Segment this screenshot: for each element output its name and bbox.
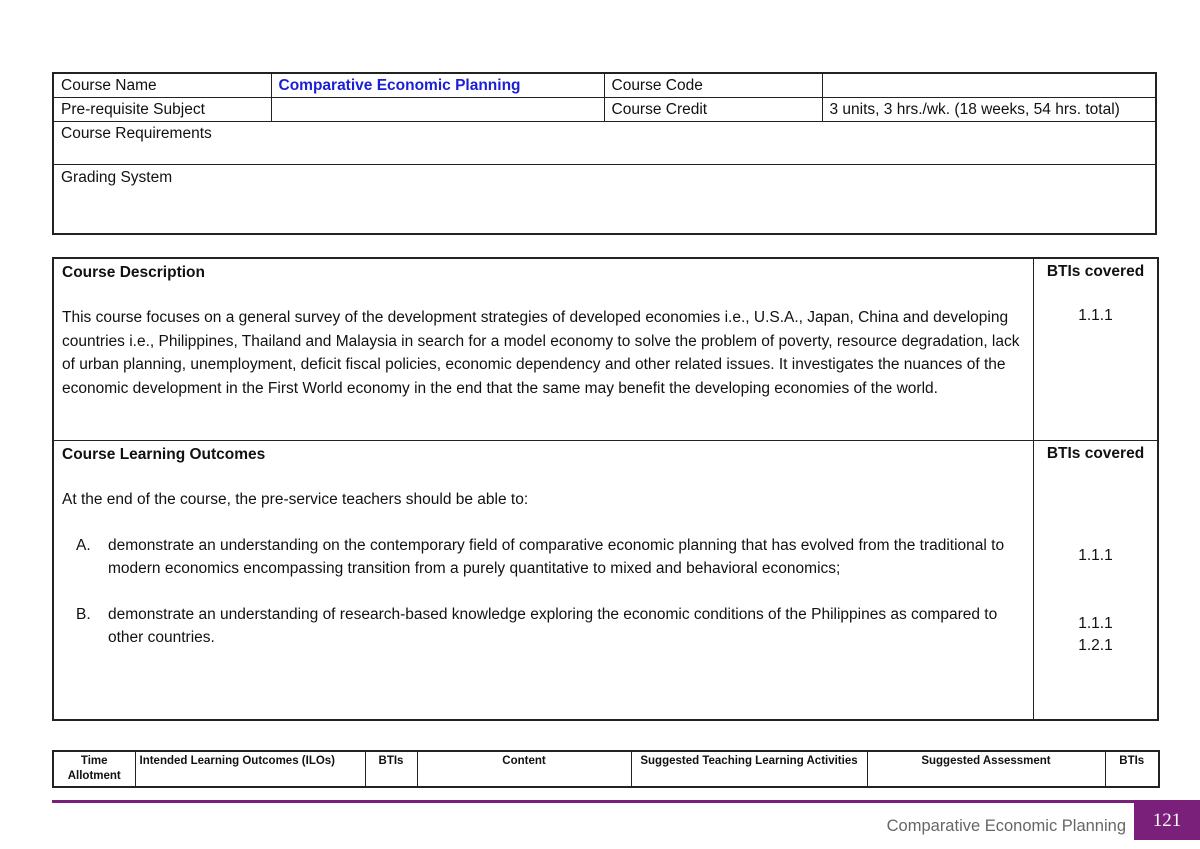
description-bti-value: 1.1.1 [1078, 307, 1113, 325]
outcome-text: demonstrate an understanding on the contemporary field of comparative economic planning that has evolved from the traditional to modern economics encompassing transition from a purely quantitative to mixed and behavioral economics; [108, 536, 1005, 578]
col-time-allotment: Time Allotment [53, 751, 135, 787]
col-teaching-activities: Suggested Teaching Learning Activities [631, 751, 867, 787]
prereq-label: Pre-requisite Subject [53, 98, 271, 122]
learning-outcomes-heading: Course Learning Outcomes [62, 446, 266, 463]
course-description-cell [53, 258, 1034, 441]
course-requirements-label: Course Requirements [53, 122, 1156, 165]
course-name-value: Comparative Economic Planning [271, 73, 604, 98]
course-code-label: Course Code [604, 73, 822, 98]
course-description-text: This course focuses on a general survey of the development strategies of developed economies i.e., U.S.A., Japan, China and developing countries i.e., Philippines, Thailand and Malaysia in search for a model economy to solve the problem of poverty, resource degradation, lack of urban planning, unemployment, deficit fiscal policies, economic dependency and other related issues. It investigates the nuances of the economic development in the First World economy in the end that the same may benefit the developing economies of the world. [62, 309, 1020, 397]
outcome-marker: A. [76, 536, 91, 554]
outcome-text: demonstrate an understanding of research-based knowledge exploring the economic conditions of the Philippines as compared to other countries. [108, 605, 998, 647]
footer-divider [52, 800, 1134, 803]
outcome-a-bti: 1.1.1 [1078, 547, 1113, 565]
col-content: Content [417, 751, 631, 787]
btis-covered-heading: BTIs covered [1046, 263, 1145, 280]
col-btis: BTIs [365, 751, 417, 787]
course-name-label: Course Name [53, 73, 271, 98]
schedule-header-table [52, 750, 1160, 788]
outcome-b-bti-1: 1.1.1 [1078, 614, 1113, 632]
col-assessment: Suggested Assessment [867, 751, 1105, 787]
prereq-value [271, 98, 604, 122]
outcomes-btis-cell [1034, 441, 1159, 721]
course-code-value [822, 73, 1156, 98]
page-number: 121 [1134, 800, 1200, 840]
grading-system-label: Grading System [53, 165, 1156, 235]
btis-covered-heading: BTIs covered [1046, 445, 1145, 462]
footer-title: Comparative Economic Planning [886, 817, 1126, 835]
description-btis-cell [1034, 258, 1159, 441]
outcome-b-bti-2: 1.2.1 [1078, 637, 1113, 655]
col-btis-2: BTIs [1105, 751, 1159, 787]
course-description-table [52, 257, 1159, 721]
outcome-item-b [62, 603, 1025, 650]
outcome-marker: B. [76, 605, 91, 623]
course-info-table [52, 72, 1157, 235]
course-description-heading: Course Description [62, 264, 205, 281]
col-ilos: Intended Learning Outcomes (ILOs) [135, 751, 365, 787]
course-credit-value: 3 units, 3 hrs./wk. (18 weeks, 54 hrs. total) [822, 98, 1156, 122]
learning-outcomes-intro: At the end of the course, the pre-service teachers should be able to: [62, 491, 529, 509]
outcome-item-a [62, 534, 1025, 581]
learning-outcomes-cell [53, 441, 1034, 721]
course-credit-label: Course Credit [604, 98, 822, 122]
